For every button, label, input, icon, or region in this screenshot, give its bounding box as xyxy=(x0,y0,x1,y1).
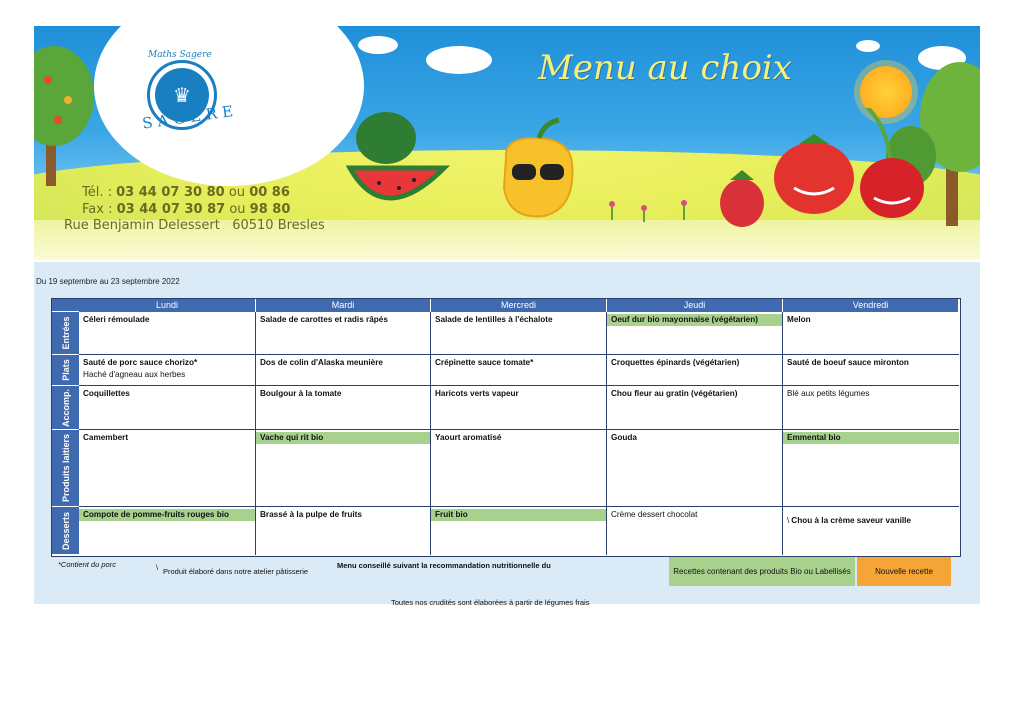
menu-item-text: Sauté de boeuf sauce mironton xyxy=(787,358,909,367)
menu-item-text: Croquettes épinards (végétarien) xyxy=(611,358,740,367)
menu-item xyxy=(611,388,778,400)
phone-number: 03 44 07 30 80 xyxy=(116,185,225,200)
row-label xyxy=(52,355,79,386)
menu-item-text: Sauté de porc sauce chorizo* xyxy=(83,358,198,367)
menu-cell xyxy=(607,430,783,507)
day-header-mercredi: Mercredi xyxy=(431,299,607,312)
flowers-icon xyxy=(609,200,687,222)
menu-item xyxy=(83,314,251,326)
menu-item-text: Gouda xyxy=(611,433,637,442)
row-label xyxy=(52,507,79,555)
menu-item-text: Céleri rémoulade xyxy=(83,315,150,324)
menu-cell xyxy=(431,430,607,507)
menu-item-text: Melon xyxy=(787,315,811,324)
row-label xyxy=(52,430,79,507)
row-label-text: Desserts xyxy=(60,511,71,550)
menu-item xyxy=(83,432,251,444)
menu-item xyxy=(260,388,426,400)
menu-title: Menu au choix xyxy=(538,48,792,88)
menu-item xyxy=(611,314,778,326)
menu-cell xyxy=(607,507,783,555)
pastry-mark: \ xyxy=(787,516,790,525)
menu-item-text: Blé aux petits légumes xyxy=(787,389,870,398)
menu-cell xyxy=(607,355,783,386)
logo-script: Maths Sagere xyxy=(148,50,212,60)
menu-cell xyxy=(79,386,256,430)
nutrition-note: Menu conseillé suivant la recommandation nutritionnelle du xyxy=(337,561,551,570)
menu-item xyxy=(83,509,251,521)
menu-cell xyxy=(783,355,959,386)
menu-cell xyxy=(607,312,783,355)
row-label-text: Entrées xyxy=(60,316,71,350)
fax-sep: ou xyxy=(229,202,246,217)
menu-item-text: Haché d'agneau aux herbes xyxy=(83,370,186,379)
menu-cell xyxy=(256,386,431,430)
menu-item-bio-text: Vache qui rit bio xyxy=(256,432,430,444)
table-corner xyxy=(52,299,79,312)
header-banner xyxy=(34,26,980,260)
menu-item-text: Boulgour à la tomate xyxy=(260,389,342,398)
menu-item-text: Camembert xyxy=(83,433,129,442)
apple-icon xyxy=(44,76,52,84)
menu-item xyxy=(787,515,955,527)
menu-item xyxy=(611,357,778,369)
pastry-note: Produit élaboré dans notre atelier pâtisserie xyxy=(163,567,309,576)
menu-item-text: Salade de carottes et radis râpés xyxy=(260,315,388,324)
menu-item-text: Yaourt aromatisé xyxy=(435,433,502,442)
tomato-icon xyxy=(774,134,854,214)
apple-icon xyxy=(64,96,72,104)
row-label-text: Plats xyxy=(60,359,71,381)
menu-item xyxy=(83,369,251,381)
menu-cell xyxy=(783,386,959,430)
menu-item xyxy=(435,388,602,400)
menu-cell xyxy=(431,386,607,430)
menu-item xyxy=(435,432,602,444)
day-header-vendredi: Vendredi xyxy=(783,299,959,312)
menu-item xyxy=(435,314,602,326)
menu-item-text: Salade de lentilles à l'échalote xyxy=(435,315,553,324)
menu-item xyxy=(611,509,778,521)
menu-cell xyxy=(607,386,783,430)
cloud-icon xyxy=(856,40,880,52)
fruit-characters xyxy=(344,108,980,228)
chef-hat-icon: ♛ xyxy=(155,68,209,122)
menu-item xyxy=(83,357,251,369)
logo-text: SAGERE xyxy=(141,101,240,133)
menu-item xyxy=(260,509,426,521)
day-header-mardi: Mardi xyxy=(256,299,431,312)
menu-item-text: Crème dessert chocolat xyxy=(611,510,698,519)
watermelon-icon xyxy=(350,112,444,198)
menu-cell xyxy=(431,312,607,355)
menu-item-bio-text: Fruit bio xyxy=(431,509,606,521)
menu-item-text: Coquillettes xyxy=(83,389,130,398)
menu-cell xyxy=(79,507,256,555)
menu-item xyxy=(787,357,955,369)
menu-cell xyxy=(79,430,256,507)
menu-item xyxy=(260,314,426,326)
pastry-mark: \ xyxy=(156,563,159,572)
pepper-icon xyxy=(504,120,572,216)
menu-item-text: Brassé à la pulpe de fruits xyxy=(260,510,362,519)
menu-cell xyxy=(431,355,607,386)
menu-item xyxy=(787,314,955,326)
contact-fax xyxy=(82,202,290,217)
tree-left-icon xyxy=(34,46,94,146)
fax-label: Fax : xyxy=(82,202,113,217)
menu-item xyxy=(435,509,602,521)
menu-item-text: Haricots verts vapeur xyxy=(435,389,519,398)
row-label-text: Produits laitiers xyxy=(60,433,71,503)
menu-item xyxy=(787,432,955,444)
menu-cell xyxy=(783,312,959,355)
menu-item-text: Chou à la crème saveur vanille xyxy=(791,516,911,525)
contact-address: Rue Benjamin Delessert 60510 Bresles xyxy=(64,218,325,233)
menu-cell xyxy=(256,430,431,507)
menu-item-text: Dos de colin d'Alaska meunière xyxy=(260,358,383,367)
menu-period: Du 19 septembre au 23 septembre 2022 xyxy=(36,277,180,286)
raspberry-icon xyxy=(720,170,764,227)
menu-cell xyxy=(256,355,431,386)
cloud-icon xyxy=(358,36,398,54)
legend-bio: Recettes contenant des produits Bio ou Labellisés xyxy=(669,557,855,586)
menu-item xyxy=(260,432,426,444)
phone-alt: 00 86 xyxy=(249,185,290,200)
menu-item-text: Chou fleur au gratin (végétarien) xyxy=(611,389,738,398)
day-header-jeudi: Jeudi xyxy=(607,299,783,312)
row-label xyxy=(52,312,79,355)
menu-cell xyxy=(783,430,959,507)
phone-label: Tél. : xyxy=(82,185,112,200)
row-label xyxy=(52,386,79,430)
menu-cell xyxy=(79,312,256,355)
menu-item-bio-text: Emmental bio xyxy=(783,432,959,444)
menu-item-text: Crépinette sauce tomate* xyxy=(435,358,534,367)
menu-cell xyxy=(783,507,959,555)
legend-new-recipe: Nouvelle recette xyxy=(857,557,951,586)
menu-cell xyxy=(256,507,431,555)
menu-item-bio-text: Compote de pomme-fruits rouges bio xyxy=(79,509,255,521)
menu-item xyxy=(83,388,251,400)
menu-cell xyxy=(79,355,256,386)
crudites-note: Toutes nos crudités sont élaborées à partir de légumes frais xyxy=(391,598,590,607)
phone-sep: ou xyxy=(228,185,246,200)
menu-item xyxy=(260,357,426,369)
fax-number: 03 44 07 30 87 xyxy=(116,202,226,217)
menu-item xyxy=(787,388,955,400)
day-header-lundi: Lundi xyxy=(79,299,256,312)
menu-cell xyxy=(431,507,607,555)
menu-table xyxy=(51,298,961,557)
row-label-text: Accomp. xyxy=(60,388,71,427)
menu-cell xyxy=(256,312,431,355)
menu-item xyxy=(611,432,778,444)
pork-note: *Contient du porc xyxy=(58,560,116,569)
menu-item xyxy=(435,357,602,369)
apple-icon xyxy=(54,116,62,124)
contact-phone xyxy=(82,185,290,200)
cloud-icon xyxy=(426,46,492,74)
menu-item-bio-text: Oeuf dur bio mayonnaise (végétarien) xyxy=(607,314,782,326)
fax-alt: 98 80 xyxy=(249,202,291,217)
